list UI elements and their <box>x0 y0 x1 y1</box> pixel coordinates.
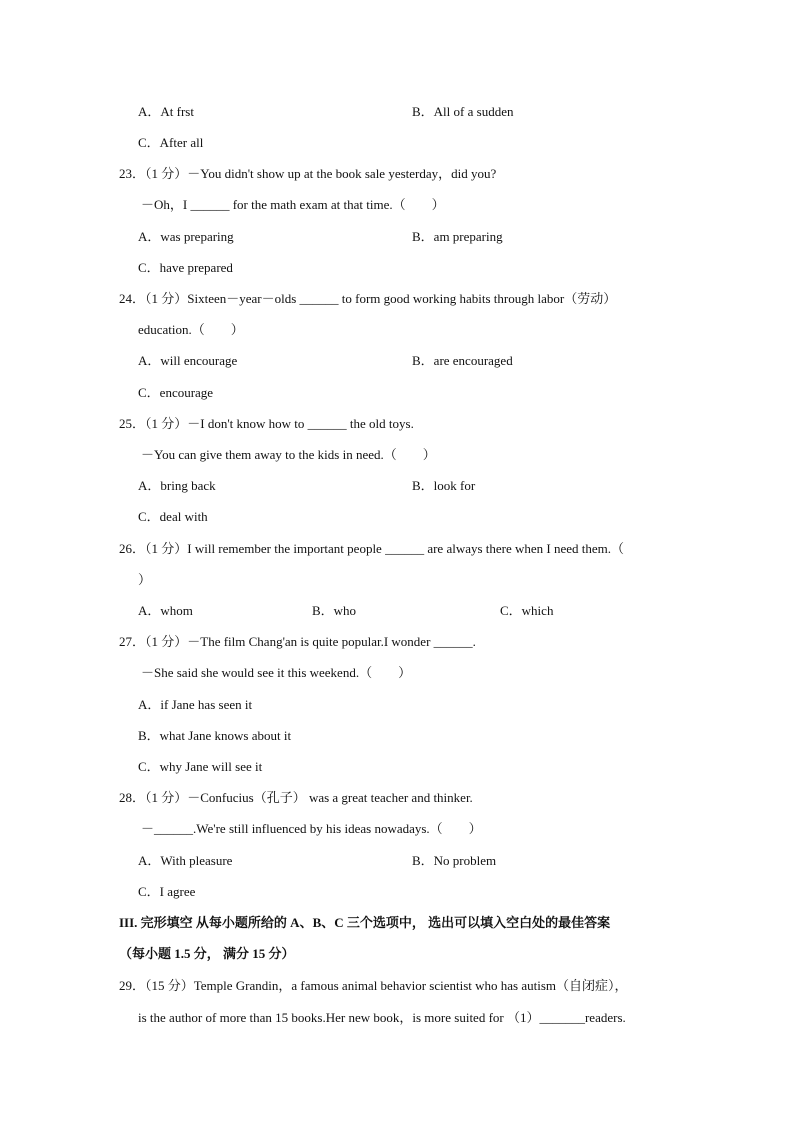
q25-option-b: B．look for <box>412 478 476 493</box>
q27-reply: －She said she would see it this weekend.（ ） <box>141 665 412 680</box>
q24-continuation: education.（ ） <box>138 322 244 337</box>
q23-option-b: B．am preparing <box>412 229 503 244</box>
q25-reply: －You can give them away to the kids in need.（ ） <box>141 447 436 462</box>
q24-option-b: B．are encouraged <box>412 353 513 368</box>
q23-option-c: C．have prepared <box>138 260 233 275</box>
q28-option-c: C．I agree <box>138 884 196 899</box>
q24-option-a: A．will encourage <box>138 353 238 368</box>
q23-stem: 23．（1 分）－You didn't show up at the book sale yesterday，did you? <box>119 166 497 181</box>
q26-stem: 26．（1 分）I will remember the important people ______ are always there when I need them.（ <box>119 541 625 556</box>
q22-option-a: A．At frst <box>138 104 194 119</box>
q26-option-a: A．whom <box>138 603 193 618</box>
q27-stem: 27．（1 分）－The film Chang'an is quite popular.I wonder ______. <box>119 634 476 649</box>
q29-stem: 29．（15 分）Temple Grandin，a famous animal behavior scientist who has autism（自闭症）， <box>119 978 628 993</box>
q26-option-b: B．who <box>312 603 357 618</box>
q24-option-c: C．encourage <box>138 385 214 400</box>
q27-option-a: A．if Jane has seen it <box>138 697 253 712</box>
q22-option-b: B．All of a sudden <box>412 104 514 119</box>
q24-stem: 24．（1 分）Sixteen－year－olds ______ to form good working habits through labor（劳动） <box>119 291 617 306</box>
q28-option-a: A．With pleasure <box>138 853 233 868</box>
q23-option-a: A．was preparing <box>138 229 234 244</box>
q28-reply: －______.We're still influenced by his ideas nowadays.（ ） <box>141 821 482 836</box>
q26-option-c: C．which <box>500 603 554 618</box>
q29-continuation: is the author of more than 15 books.Her new book，is more suited for （1）_______readers. <box>138 1010 626 1025</box>
q28-option-b: B．No problem <box>412 853 497 868</box>
q23-reply: －Oh，I ______ for the math exam at that time.（ ） <box>141 197 445 212</box>
q25-option-a: A．bring back <box>138 478 216 493</box>
q22-option-c: C．After all <box>138 135 204 150</box>
section-heading: III. 完形填空 从每小题所给的 A、B、C 三个选项中， 选出可以填入空白处的最佳答案 <box>119 915 611 930</box>
section-heading-scoring: （每小题 1.5 分， 满分 15 分） <box>119 946 295 961</box>
q27-option-b: B．what Jane knows about it <box>138 728 292 743</box>
q25-stem: 25．（1 分）－I don't know how to ______ the old toys. <box>119 416 414 431</box>
q27-option-c: C．why Jane will see it <box>138 759 263 774</box>
q25-option-c: C．deal with <box>138 509 208 524</box>
q26-continuation: ） <box>138 572 152 587</box>
q28-stem: 28．（1 分）－Confucius（孔子） was a great teacher and thinker. <box>119 790 473 805</box>
